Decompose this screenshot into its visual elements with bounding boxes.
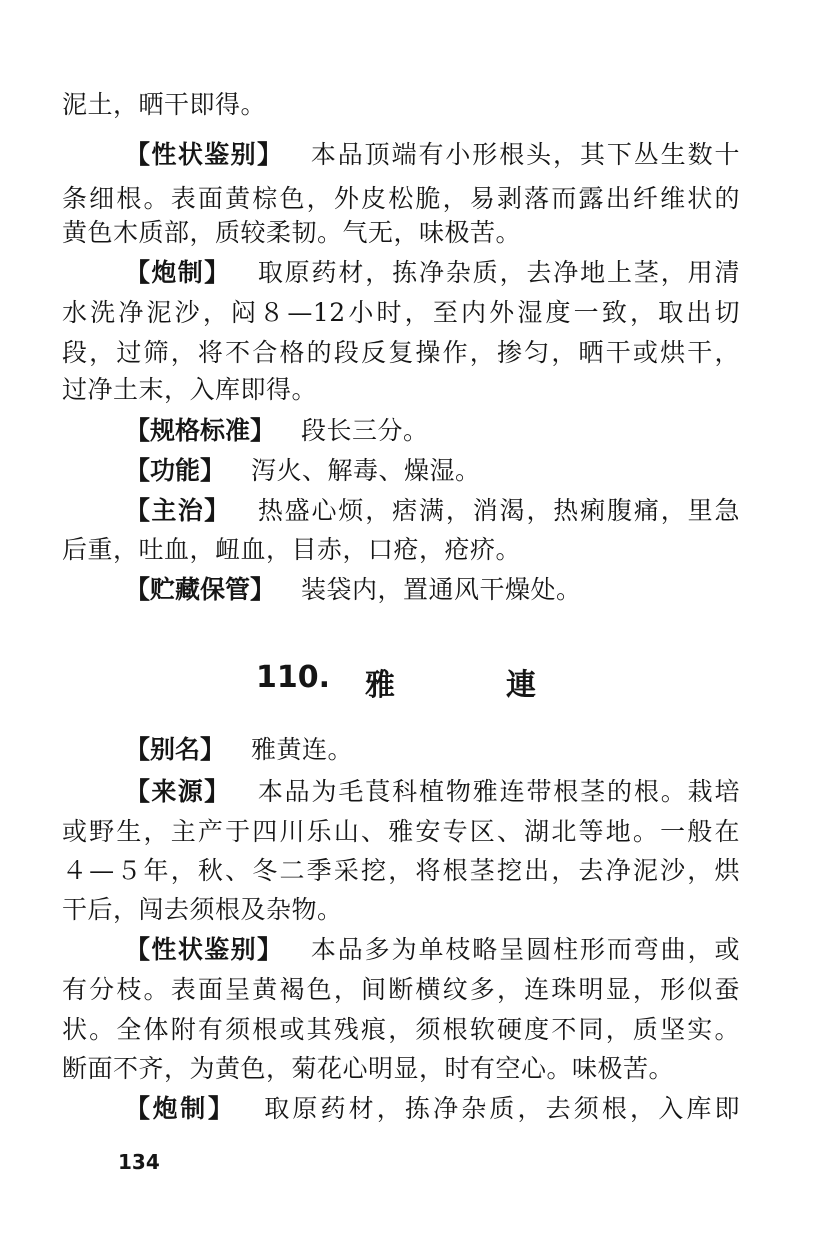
- entry-heading: [0, 660, 813, 703]
- gongneng-tag: 【功能】: [125, 456, 226, 485]
- laiyuan-line-4: 干后，闯去须根及杂物。: [62, 895, 343, 924]
- gongneng-line: 【功能】 泻火、解毒、燥湿。: [125, 456, 481, 485]
- laiyuan-line-2: 或野生，主产于四川乐山、雅安专区、湖北等地。一般在: [62, 817, 740, 846]
- paozhi-tag: 【炮制】: [125, 258, 231, 287]
- xingzhuang-line-3: 黄色木质部，质较柔韧。气无，味极苦。: [62, 218, 522, 247]
- xingzhuang-line-2: 条细根。表面黄棕色，外皮松脆，易剥落而露出纤维状的: [62, 184, 740, 213]
- paozhi2-line-1: 【炮制】 取原药材，拣净杂质，去须根，入库即: [125, 1094, 740, 1123]
- xingzhuang-line-1: 【性状鉴别】 本品顶端有小形根头，其下丛生数十: [125, 140, 740, 169]
- entry-title-char-1: 雅: [365, 668, 395, 703]
- laiyuan-line-3: ４—５年，秋、冬二季采挖，将根茎挖出，去净泥沙，烘: [62, 856, 740, 885]
- xingzhuang2-line-1: 【性状鉴别】 本品多为单枝略呈圆柱形而弯曲，或: [125, 935, 740, 964]
- page-number: 134: [118, 1150, 160, 1174]
- paozhi-line-3: 段，过筛，将不合格的段反复操作，掺匀，晒干或烘干，: [62, 338, 740, 367]
- paozhi2-tag: 【炮制】: [125, 1094, 236, 1123]
- guige-line: 【规格标准】 段长三分。: [125, 416, 429, 445]
- xingzhuang2-line-2: 有分枝。表面呈黄褐色，间断横纹多，连珠明显，形似蚕: [62, 975, 740, 1004]
- zhuzhi-tag: 【主治】: [125, 496, 231, 525]
- zhuzhi-line-1: 【主治】 热盛心烦，痞满，消渴，热痢腹痛，里急: [125, 496, 740, 525]
- bieming-tag: 【别名】: [125, 735, 226, 764]
- continuation-line: 泥土，晒干即得。: [62, 90, 267, 119]
- xingzhuang2-tag: 【性状鉴别】: [125, 935, 284, 964]
- guige-tag: 【规格标准】: [125, 416, 276, 445]
- xingzhuang2-line-4: 断面不齐，为黄色，菊花心明显，时有空心。味极苦。: [62, 1054, 675, 1083]
- zhucang-tag: 【贮藏保管】: [125, 575, 276, 604]
- paozhi-line-2: 水洗净泥沙，闷８—12小时，至内外湿度一致，取出切: [62, 298, 740, 327]
- paozhi-line-4: 过净土末，入库即得。: [62, 375, 318, 404]
- entry-number: 110.: [256, 660, 331, 695]
- zhucang-line: 【贮藏保管】 装袋内，置通风干燥处。: [125, 575, 582, 604]
- zhuzhi-line-2: 后重，吐血，衄血，目赤，口疮，疮疥。: [62, 535, 522, 564]
- paozhi-line-1: 【炮制】 取原药材，拣净杂质，去净地上茎，用清: [125, 258, 740, 287]
- xingzhuang-tag: 【性状鉴别】: [125, 140, 284, 169]
- bieming-line: 【别名】 雅黄连。: [125, 735, 354, 764]
- laiyuan-tag: 【来源】: [125, 777, 231, 806]
- laiyuan-line-1: 【来源】 本品为毛茛科植物雅连带根茎的根。栽培: [125, 777, 740, 806]
- xingzhuang2-line-3: 状。全体附有须根或其残痕，须根软硬度不同，质坚实。: [62, 1015, 740, 1044]
- entry-title-char-2: 連: [506, 668, 536, 703]
